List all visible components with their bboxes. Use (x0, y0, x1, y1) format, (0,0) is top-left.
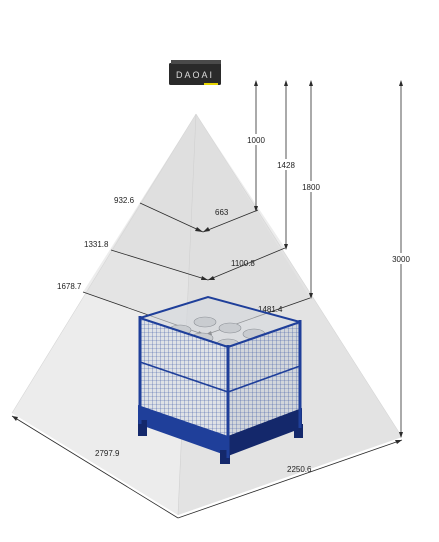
height-label-3: 1800 (302, 183, 320, 192)
fov-2-right-label: 1100.8 (231, 259, 255, 268)
camera-accent-strip (204, 83, 218, 85)
height-label-1: 1000 (247, 136, 265, 145)
camera-device (169, 60, 221, 85)
fov-3-right-label: 1481.4 (258, 305, 283, 314)
camera-logo-text: DAOAI (175, 70, 215, 80)
height-label-2: 1428 (277, 161, 295, 170)
floor-left-label: 2797.9 (95, 449, 120, 458)
fov-1-left-label: 932.6 (114, 196, 135, 205)
floor-right-label: 2250.6 (287, 465, 312, 474)
height-label-4: 3000 (392, 255, 410, 264)
fov-3-left-label: 1678.7 (57, 282, 82, 291)
fov-1-right-label: 663 (215, 208, 229, 217)
fov-2-left-label: 1331.8 (84, 240, 109, 249)
camera-top-face (171, 60, 221, 64)
